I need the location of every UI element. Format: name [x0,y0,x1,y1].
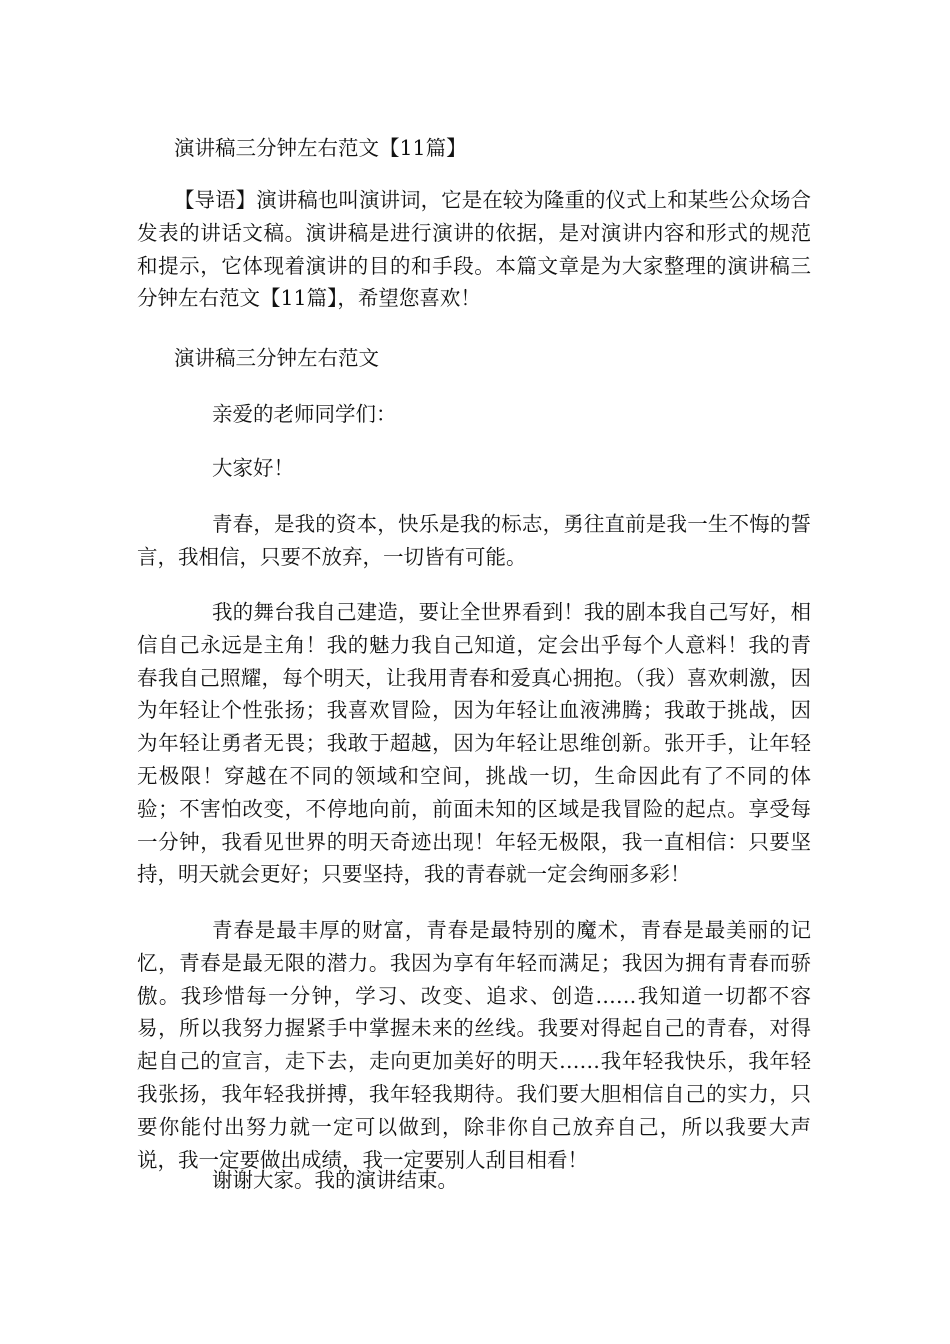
body-paragraph-2: 我的舞台我自己建造，要让全世界看到！我的剧本我自己写好，相信自己永远是主角！我的魅力我自己知道，定会出乎每个人意料！我的青春我自己照耀，每个明天，让我用青春和爱真心拥抱。（我）喜欢刺激，因为年轻让个性张扬；我喜欢冒险，因为年轻让血液沸腾；我敢于挑战，因为年轻让勇者无畏；我敢于超越，因为年轻让思维创新。张开手，让年轻无极限！穿越在不同的领域和空间，挑战一切，生命因此有了不同的体验；不害怕改变，不停地向前，前面未知的区域是我冒险的起点。享受每一分钟，我看见世界的明天奇迹出现！年轻无极限，我一直相信：只要坚持，明天就会更好；只要坚持，我的青春就一定会绚丽多彩！ [137,600,811,887]
body-paragraph-1: 青春，是我的资本，快乐是我的标志，勇往直前是我一生不悔的誓言，我相信，只要不放弃，一切皆有可能。 [137,512,811,569]
section-subtitle: 演讲稿三分钟左右范文 [174,346,379,370]
salutation-line: 亲爱的老师同学们： [212,402,397,426]
closing-line: 谢谢大家。我的演讲结束。 [212,1168,458,1192]
document-title: 演讲稿三分钟左右范文【11篇】 [174,136,467,160]
intro-paragraph: 【导语】演讲稿也叫演讲词，它是在较为隆重的仪式上和某些公众场合发表的讲话文稿。演讲稿是进行演讲的依据，是对演讲内容和形式的规范和提示，它体现着演讲的目的和手段。本篇文章是为大家整理的演讲稿三分钟左右范文【11篇】，希望您喜欢！ [137,188,811,311]
body-paragraph-3: 青春是最丰厚的财富，青春是最特别的魔术，青春是最美丽的记忆，青春是最无限的潜力。我因为享有年轻而满足；我因为拥有青春而骄傲。我珍惜每一分钟，学习、改变、追求、创造……我知道一切都不容易，所以我努力握紧手中掌握未来的丝线。我要对得起自己的青春，对得起自己的宣言，走下去，走向更加美好的明天……我年轻我快乐，我年轻我张扬，我年轻我拼搏，我年轻我期待。我们要大胆相信自己的实力，只要你能付出努力就一定可以做到，除非你自己放弃自己，所以我要大声说，我一定要做出成绩，我一定要别人刮目相看！ [137,918,811,1172]
greeting-line: 大家好！ [212,456,294,480]
